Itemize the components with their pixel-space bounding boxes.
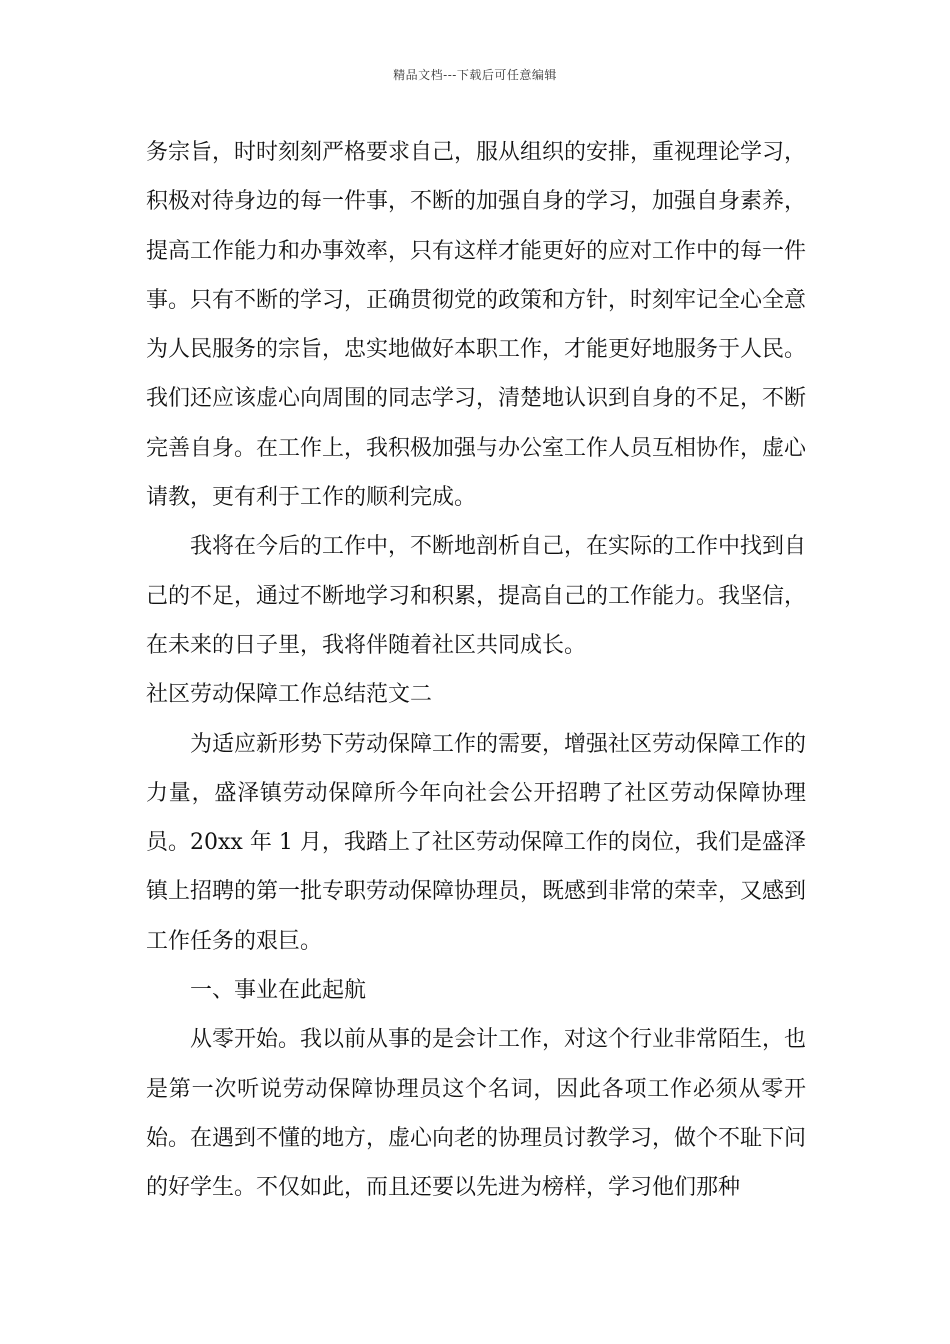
paragraph-self-reflection: 我将在今后的工作中，不断地剖析自己，在实际的工作中找到自己的不足，通过不断地学习和积累，提高自己的工作能力。我坚信，在未来的日子里，我将伴随着社区共同成长。 [146,534,807,658]
subsection-heading: 一、事业在此起航 [190,978,367,1004]
document-body [146,128,806,1213]
page-header: 精品文档---下载后可任意编辑 [393,68,557,82]
section-heading: 社区劳动保障工作总结范文二 [146,682,433,708]
paragraph-continuation: 务宗旨，时时刻刻严格要求自己，服从组织的安排，重视理论学习，积极对待身边的每一件事，不断的加强自身的学习，加强自身素养，提高工作能力和办事效率，只有这样才能更好的应对工作中的每一件事。只有不断的学习，正确贯彻党的政策和方针，时刻牢记全心全意为人民服务的宗旨，忠实地做好本职工作，才能更好地服务于人民。我们还应该虚心向周围的同志学习，清楚地认识到自身的不足，不断完善自身。在工作上，我积极加强与办公室工作人员互相协作，虚心请教，更有利于工作的顺利完成。 [146,140,807,511]
paragraph-start-from-zero: 从零开始。我以前从事的是会计工作，对这个行业非常陌生，也是第一次听说劳动保障协理员这个名词，因此各项工作必须从零开始。在遇到不懂的地方，虚心向老的协理员讨教学习，做个不耻下问的好学生。不仅如此，而且还要以先进为榜样，学习他们那种 [146,1027,807,1201]
paragraph-intro: 为适应新形势下劳动保障工作的需要，增强社区劳动保障工作的力量，盛泽镇劳动保障所今年向社会公开招聘了社区劳动保障协理员。20xx 年 1 月，我踏上了社区劳动保障工作的岗位，我们是盛泽镇上招聘的第一批专职劳动保障协理员，既感到非常的荣幸，又感到工作任务的艰巨。 [146,731,807,954]
